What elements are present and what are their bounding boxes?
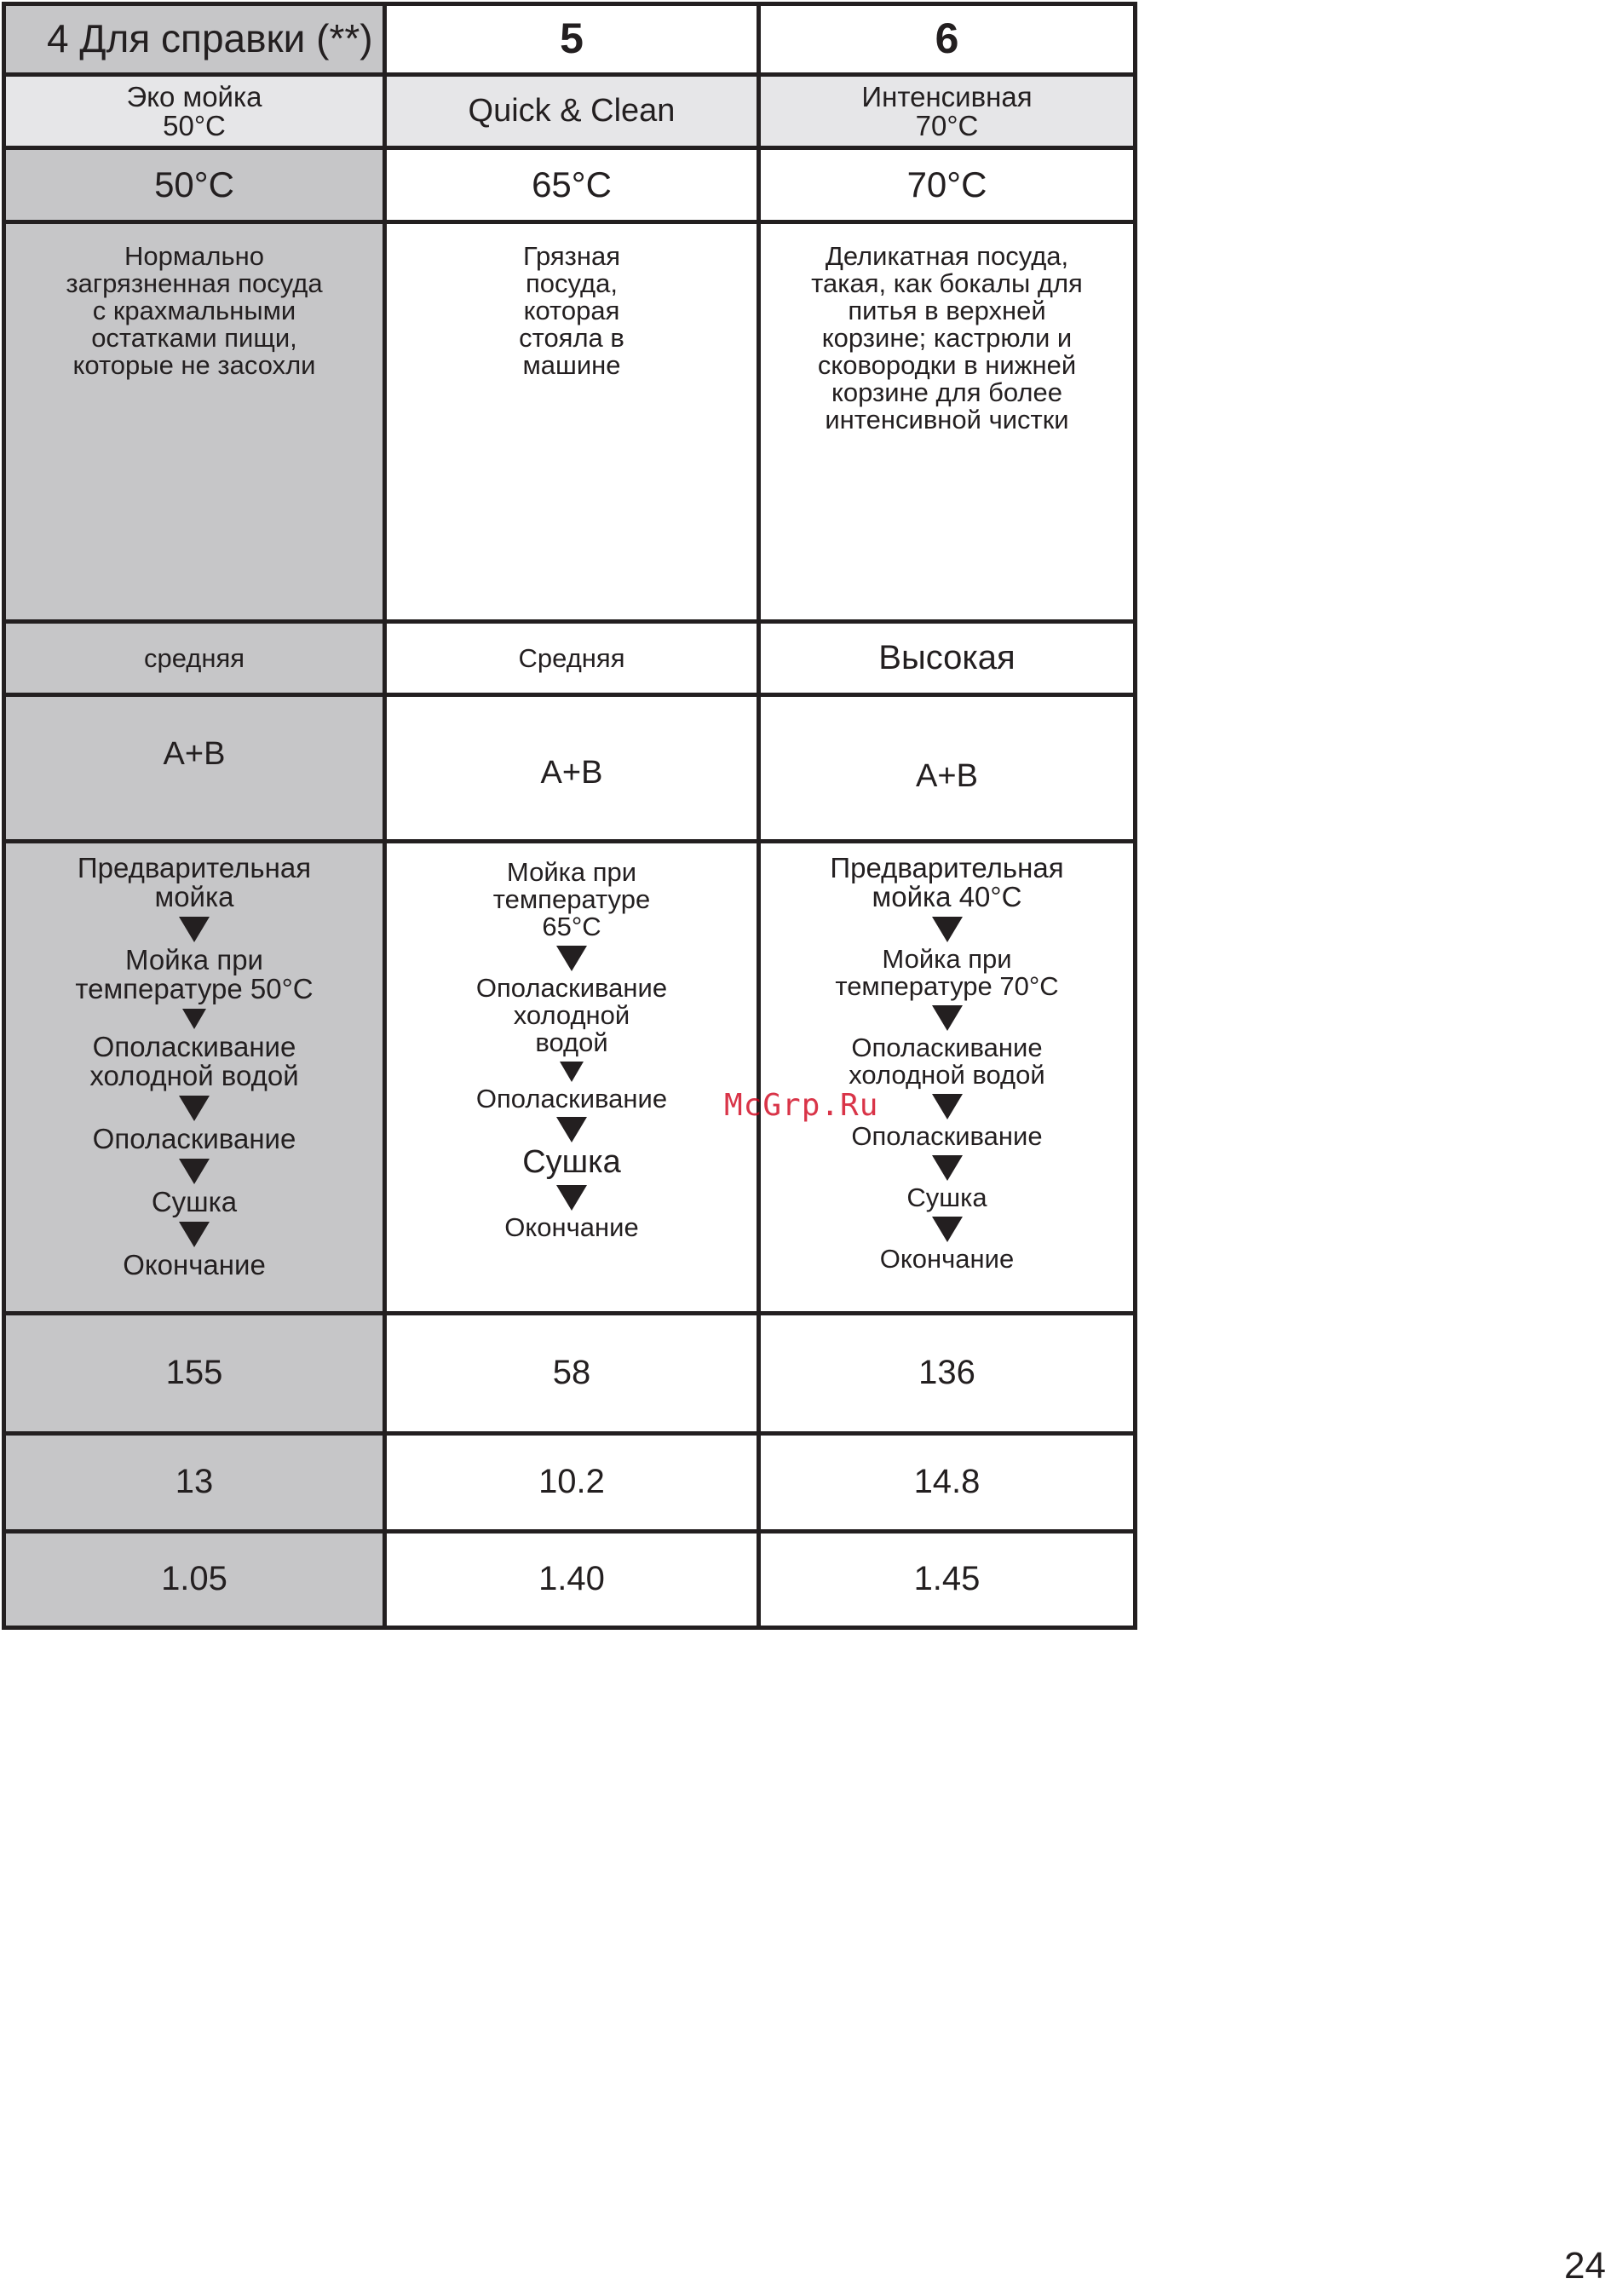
program-5-energy: 1.40 <box>538 1560 605 1598</box>
down-arrow-icon <box>556 946 587 971</box>
down-arrow-icon <box>932 1217 963 1242</box>
program-6-number-cell <box>759 4 1136 75</box>
program-6-phase-6: Окончание <box>879 1243 1015 1274</box>
program-4-temp-cell <box>4 148 385 222</box>
program-4-duration: 155 <box>165 1354 223 1392</box>
down-arrow-icon <box>556 1117 587 1142</box>
program-5-phase-2: Ополаскивание холодной водой <box>475 972 668 1057</box>
program-5-phase-1: Мойка при температуре 65°C <box>492 857 651 941</box>
table-row-temperature <box>4 148 1136 222</box>
program-6-temp-cell <box>759 148 1136 222</box>
reference-label: 4 Для справки (**) <box>47 16 373 61</box>
table-row-description <box>4 222 1136 622</box>
program-4-phases-cell <box>4 842 385 1314</box>
program-4-water-cell <box>4 1434 385 1532</box>
program-6-duration-cell <box>759 1314 1136 1434</box>
program-4-duration-cell <box>4 1314 385 1434</box>
program-5-name-cell <box>385 75 759 148</box>
down-arrow-icon <box>182 1009 206 1029</box>
table-row-energy <box>4 1532 1136 1628</box>
program-4-phase-6: Окончание <box>123 1248 266 1280</box>
program-6-detergent-cell <box>759 695 1136 842</box>
program-4-phase-5: Сушка <box>151 1185 238 1217</box>
down-arrow-icon <box>932 1094 963 1119</box>
program-4-name: Эко мойка 50°C <box>126 80 262 141</box>
program-4-description-cell <box>4 222 385 622</box>
table-row-program-name <box>4 75 1136 148</box>
table-row-water <box>4 1434 1136 1532</box>
program-6-phase-1: Предварительная мойка 40°C <box>830 852 1064 912</box>
program-5-phase-4: Сушка <box>522 1144 621 1181</box>
reference-header-cell <box>4 4 385 75</box>
program-5-number-cell <box>385 4 759 75</box>
program-6-description-cell <box>759 222 1136 622</box>
program-6-phase-3: Ополаскивание холодной водой <box>849 1032 1045 1090</box>
program-5-duration: 58 <box>552 1354 591 1392</box>
program-5-soil-level: Средняя <box>518 642 625 673</box>
program-5-phase-3: Ополаскивание <box>475 1083 668 1113</box>
program-5-detergent-cell <box>385 695 759 842</box>
program-5-duration-cell <box>385 1314 759 1434</box>
table-row-phases <box>4 842 1136 1314</box>
program-6-phase-2: Мойка при температуре 70°C <box>835 943 1059 1001</box>
program-5-soil-cell <box>385 622 759 695</box>
program-6-water: 14.8 <box>913 1463 981 1501</box>
down-arrow-icon <box>179 1159 210 1184</box>
program-6-number: 6 <box>935 14 959 63</box>
program-5-description-cell <box>385 222 759 622</box>
program-5-energy-cell <box>385 1532 759 1628</box>
down-arrow-icon <box>179 917 210 942</box>
page-number: 24 <box>1564 2245 1606 2287</box>
watermark: McGrp.Ru <box>724 1088 879 1123</box>
program-4-energy-cell <box>4 1532 385 1628</box>
program-5-description: Грязная посуда, которая стояла в машине <box>519 241 624 380</box>
down-arrow-icon <box>932 1005 963 1031</box>
program-4-energy: 1.05 <box>161 1560 227 1598</box>
program-table <box>2 2 1137 1630</box>
table-row-program-number <box>4 4 1136 75</box>
program-6-energy-cell <box>759 1532 1136 1628</box>
program-5-name: Quick & Clean <box>468 92 676 129</box>
program-6-description: Деликатная посуда, такая, как бокалы для питья в верхней корзине; кастрюли и сковородки в нижней корзине для более интенсивной чистки <box>811 241 1083 434</box>
program-4-description: Нормально загрязненная посуда с крахмальными остатками пищи, которые не засохли <box>66 241 323 380</box>
program-5-water-cell <box>385 1434 759 1532</box>
program-4-phase-2: Мойка при температуре 50°C <box>75 943 314 1004</box>
program-4-name-cell <box>4 75 385 148</box>
down-arrow-icon <box>556 1185 587 1211</box>
program-4-phase-1: Предварительная мойка <box>77 852 312 912</box>
program-4-phase-3: Ополаскивание холодной водой <box>89 1030 299 1091</box>
program-5-phase-5: Окончание <box>504 1211 639 1242</box>
program-4-temperature: 50°C <box>154 164 234 205</box>
program-5-temp-cell <box>385 148 759 222</box>
program-6-name-cell <box>759 75 1136 148</box>
table-row-detergent <box>4 695 1136 842</box>
down-arrow-icon <box>179 1222 210 1247</box>
program-4-water: 13 <box>175 1463 214 1501</box>
program-4-soil-level: средняя <box>143 642 245 673</box>
program-5-phases-cell <box>385 842 759 1314</box>
program-6-phase-5: Сушка <box>906 1182 987 1212</box>
program-6-detergent: A+B <box>916 758 978 794</box>
down-arrow-icon <box>932 1155 963 1181</box>
program-5-number: 5 <box>560 14 584 63</box>
program-6-duration: 136 <box>918 1354 975 1392</box>
program-5-water: 10.2 <box>538 1463 605 1501</box>
program-4-soil-cell <box>4 622 385 695</box>
program-5-detergent: A+B <box>540 755 603 791</box>
program-6-temperature: 70°C <box>906 164 987 205</box>
down-arrow-icon <box>560 1062 584 1082</box>
program-4-detergent: A+B <box>163 736 226 772</box>
program-6-energy: 1.45 <box>913 1560 981 1598</box>
program-6-phases-cell <box>759 842 1136 1314</box>
program-4-detergent-cell <box>4 695 385 842</box>
program-6-soil-cell <box>759 622 1136 695</box>
program-6-phase-4: Ополаскивание <box>851 1120 1043 1151</box>
down-arrow-icon <box>932 917 963 942</box>
program-5-temperature: 65°C <box>532 164 612 205</box>
program-6-soil-level: Высокая <box>878 638 1016 676</box>
program-6-name: Интенсивная 70°C <box>861 80 1033 141</box>
table-row-duration <box>4 1314 1136 1434</box>
table-row-soil-level <box>4 622 1136 695</box>
down-arrow-icon <box>179 1096 210 1121</box>
program-4-phase-4: Ополаскивание <box>92 1122 296 1154</box>
program-6-water-cell <box>759 1434 1136 1532</box>
